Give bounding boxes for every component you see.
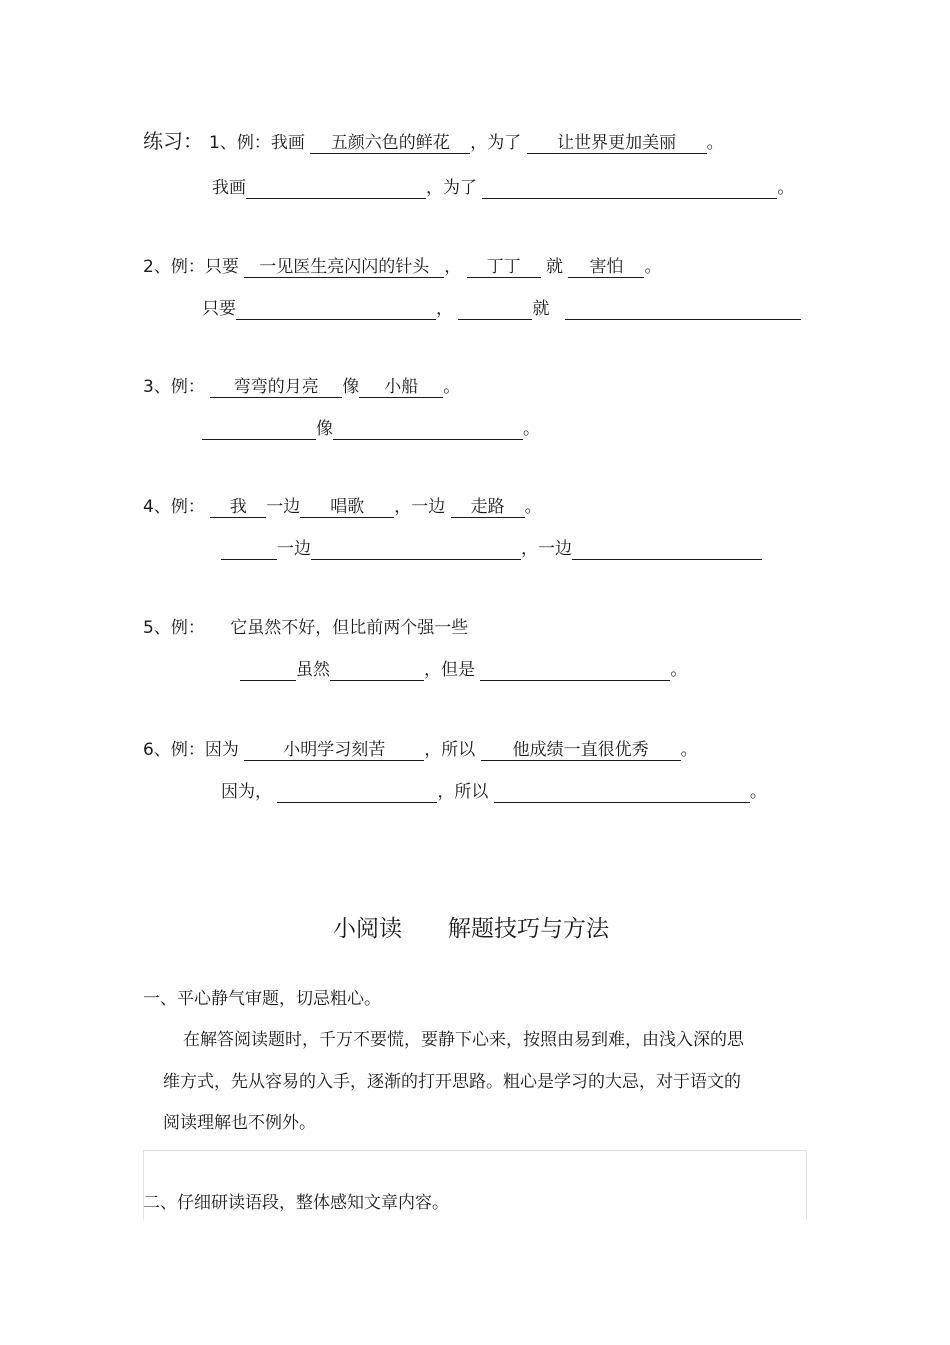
q3-practice-blank1[interactable] — [202, 420, 316, 440]
q6-example-blank1: 小明学习刻苦 — [244, 739, 424, 761]
q2-practice-mid: 就 — [532, 299, 550, 319]
q2-example-blank2: 丁丁 — [467, 256, 541, 278]
q1-example-mid: ，为了 — [470, 133, 522, 153]
q2-example-prefix: 2、例：只要 — [143, 257, 239, 277]
q6-practice-end: 。 — [749, 782, 767, 802]
exercise-lead: 练习： — [143, 129, 203, 153]
q6-practice-blank2[interactable] — [494, 783, 750, 803]
q4-example-mid1: 一边 — [266, 497, 301, 517]
q3-example-blank1: 弯弯的月亮 — [210, 376, 342, 398]
q2-example-comma: ， — [444, 257, 462, 277]
q6-practice-prefix: 因为， — [221, 782, 272, 802]
q2-example-blank3: 害怕 — [568, 256, 644, 278]
exercise-4-example — [143, 496, 542, 518]
reading-title: 小阅读 解题技巧与方法 — [333, 916, 609, 942]
q2-practice-blank3[interactable] — [565, 300, 801, 320]
q2-example-end: 。 — [644, 257, 662, 277]
q3-example-blank2: 小船 — [359, 376, 443, 398]
q4-practice-mid1: 一边 — [277, 539, 311, 559]
q2-practice-comma: ， — [436, 299, 453, 319]
exercise-3-example — [143, 376, 460, 398]
q6-example-mid: ，所以 — [424, 740, 476, 760]
exercise-1-example — [143, 130, 724, 154]
q4-practice-blank1[interactable] — [221, 540, 277, 560]
q4-practice-mid2: ，一边 — [521, 539, 572, 559]
exercise-6-example — [143, 739, 698, 761]
q1-practice-end: 。 — [777, 178, 795, 198]
q6-example-end: 。 — [680, 740, 698, 760]
q5-example-text: 它虽然不好，但比前两个强一些 — [230, 618, 469, 638]
q2-example-mid: 就 — [546, 257, 564, 277]
q5-practice-blank1[interactable] — [240, 661, 296, 681]
q1-example-end: 。 — [706, 133, 724, 153]
frame-top-rule — [143, 1150, 806, 1151]
q3-example-mid: 像 — [342, 377, 360, 397]
q4-example-mid2: ，一边 — [394, 497, 446, 517]
q4-example-blank1: 我 — [210, 496, 266, 518]
frame-right-rule — [806, 1150, 807, 1220]
section-1-heading: 一、平心静气审题，切忌粗心。 — [143, 989, 381, 1009]
section-1-body-line-3: 阅读理解也不例外。 — [163, 1113, 316, 1133]
q5-practice-blank3[interactable] — [480, 661, 670, 681]
exercise-6-practice — [221, 781, 767, 803]
q6-example-prefix: 6、例：因为 — [143, 740, 239, 760]
section-1-body-line-1: 在解答阅读题时，千万不要慌，要静下心来，按照由易到难，由浅入深的思 — [183, 1030, 744, 1050]
q3-practice-end: 。 — [523, 419, 540, 439]
exercise-4-practice — [221, 538, 762, 560]
section-1-body-line-2: 维方式，先从容易的入手，逐渐的打开思路。粗心是学习的大忌，对于语文的 — [163, 1072, 741, 1092]
q1-example-blank2: 让世界更加美丽 — [527, 132, 707, 154]
q4-practice-blank2[interactable] — [311, 540, 521, 560]
exercise-2-practice — [202, 298, 801, 320]
exercise-5-example — [143, 617, 468, 639]
q4-example-prefix: 4、例： — [143, 497, 205, 517]
q1-practice-mid: ，为了 — [426, 178, 477, 198]
q5-practice-blank2[interactable] — [330, 661, 424, 681]
q4-practice-blank3[interactable] — [572, 540, 762, 560]
q6-practice-blank1[interactable] — [277, 783, 437, 803]
exercise-2-example — [143, 256, 661, 278]
q6-practice-mid: ，所以 — [437, 782, 489, 802]
q5-example-prefix: 5、例： — [143, 618, 205, 638]
q2-practice-prefix: 只要 — [202, 299, 236, 319]
exercise-3-practice — [202, 418, 540, 440]
q1-example-blank1: 五颜六色的鲜花 — [310, 132, 470, 154]
q1-example-prefix: 1、例：我画 — [209, 133, 305, 153]
q4-example-end: 。 — [524, 497, 542, 517]
q6-example-blank2: 他成绩一直很优秀 — [481, 739, 681, 761]
q5-practice-mid2: ，但是 — [424, 660, 475, 680]
q3-practice-mid: 像 — [316, 419, 333, 439]
q1-practice-prefix: 我画 — [212, 178, 246, 198]
q3-example-prefix: 3、例： — [143, 377, 205, 397]
q1-practice-blank2[interactable] — [482, 179, 777, 199]
q2-practice-blank2[interactable] — [458, 300, 532, 320]
q5-practice-end: 。 — [670, 660, 688, 680]
q5-practice-mid1: 虽然 — [296, 660, 330, 680]
section-2-heading: 二、仔细研读语段，整体感知文章内容。 — [143, 1193, 449, 1213]
q1-practice-blank1[interactable] — [246, 179, 426, 199]
q3-practice-blank2[interactable] — [333, 420, 523, 440]
exercise-1-practice — [212, 177, 794, 199]
q2-example-blank1: 一见医生亮闪闪的针头 — [244, 256, 444, 278]
q4-example-blank3: 走路 — [451, 496, 525, 518]
q3-example-end: 。 — [443, 377, 461, 397]
q2-practice-blank1[interactable] — [236, 300, 436, 320]
exercise-5-practice — [240, 659, 687, 681]
q4-example-blank2: 唱歌 — [300, 496, 394, 518]
